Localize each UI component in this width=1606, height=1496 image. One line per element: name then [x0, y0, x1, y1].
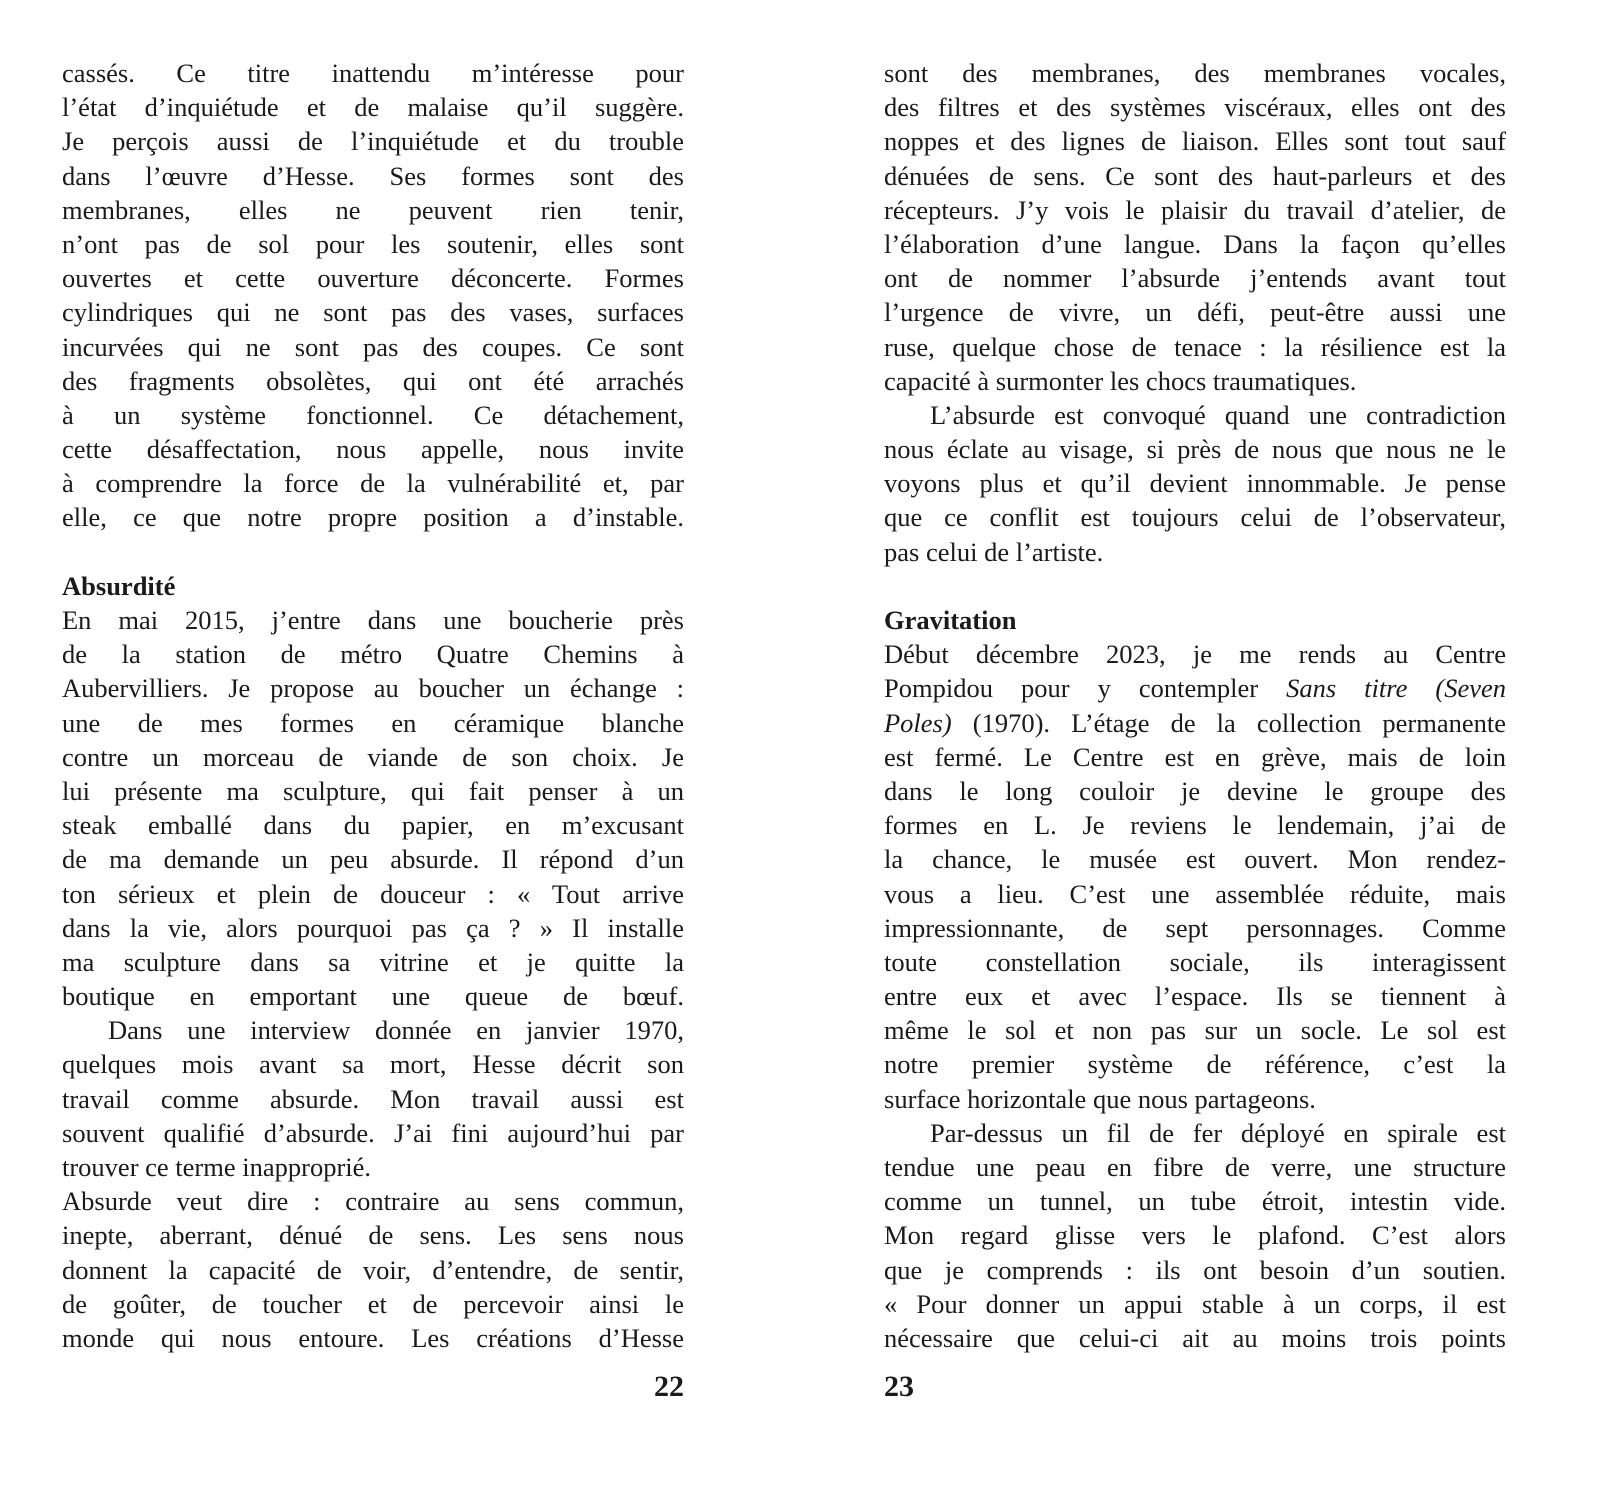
text-line: une de mes formes en céramique blanche	[62, 707, 684, 738]
text-line: pas celui de l’artiste.	[884, 536, 1104, 567]
text-line: cassés. Ce titre inattendu m’intéresse pour	[62, 58, 684, 88]
text-line: cylindriques qui ne sont pas des vases, surfaces	[62, 297, 684, 328]
page-number-left: 22	[654, 1370, 684, 1403]
text-segment: (1970). L’étage de la collection permanente	[951, 707, 1506, 738]
text-line: vous a lieu. C’est une assemblée réduite, mais	[884, 878, 1506, 909]
text-line: ont de nommer l’absurde j’entends avant tout	[884, 263, 1506, 294]
blank-line	[62, 535, 684, 569]
text-line: ruse, quelque chose de tenace : la résilience est la	[884, 331, 1506, 362]
text-line: boutique en emportant une queue de bœuf.	[62, 981, 684, 1012]
text-line: elle, ce que notre propre position a d’instable.	[62, 502, 684, 533]
text-line: ma sculpture dans sa vitrine et je quitte la	[62, 946, 684, 977]
text-line: dans la vie, alors pourquoi pas ça ? » Il installe	[62, 912, 684, 943]
text-line: steak emballé dans du papier, en m’excusant	[62, 810, 684, 841]
text-line: incurvées qui ne sont pas des coupes. Ce sont	[62, 331, 684, 362]
text-line: Début décembre 2023, je me rends au Centre	[884, 639, 1506, 670]
text-line: voyons plus et qu’il devient innommable. Je pense	[884, 468, 1506, 499]
text-line: la chance, le musée est ouvert. Mon rendez-	[884, 844, 1506, 875]
text-line: nous éclate au visage, si près de nous que nous ne le	[884, 434, 1506, 465]
text-line: tendue une peau en fibre de verre, une structure	[884, 1152, 1506, 1182]
text-line: à un système fonctionnel. Ce détachement,	[62, 399, 684, 430]
text-line	[884, 671, 1506, 705]
text-line: entre eux et avec l’espace. Ils se tiennent à	[884, 981, 1506, 1012]
text-line: de la station de métro Quatre Chemins à	[62, 639, 684, 670]
page-number-right: 23	[884, 1370, 914, 1403]
text-line: des fragments obsolètes, qui ont été arrachés	[62, 365, 684, 396]
text-line: impressionnante, de sept personnages. Comme	[884, 912, 1506, 943]
text-line: récepteurs. J’y vois le plaisir du travail d’atelier, de	[884, 194, 1506, 225]
text-line: travail comme absurde. Mon travail aussi est	[62, 1083, 684, 1114]
section-heading: Gravitation	[884, 605, 1017, 635]
text-line: Mon regard glisse vers le plafond. C’est alors	[884, 1220, 1506, 1251]
text-line: sont des membranes, des membranes vocales,	[884, 58, 1506, 88]
text-line: surface horizontale que nous partageons.	[884, 1083, 1316, 1114]
text-line: trouver ce terme inapproprié.	[62, 1152, 372, 1182]
left-page-text	[62, 56, 684, 1355]
text-line: cette désaffectation, nous appelle, nous invite	[62, 434, 684, 465]
text-line: Dans une interview donnée en janvier 1970,	[108, 1015, 684, 1046]
text-line: comme un tunnel, un tube étroit, intestin vide.	[884, 1186, 1506, 1217]
text-segment: Pompidou pour y contempler	[884, 673, 1287, 704]
text-line: contre un morceau de viande de son choix. Je	[62, 741, 684, 772]
text-line: Aubervilliers. Je propose au boucher un échange :	[62, 673, 684, 704]
text-line: dans le long couloir je devine le groupe des	[884, 775, 1506, 806]
text-line: l’urgence de vivre, un défi, peut-être aussi une	[884, 297, 1506, 328]
text-line: capacité à surmonter les chocs traumatiques.	[884, 365, 1357, 396]
text-line: Absurde veut dire : contraire au sens commun,	[62, 1186, 684, 1217]
text-line: que je comprends : ils ont besoin d’un soutien.	[884, 1254, 1506, 1285]
text-line: inepte, aberrant, dénué de sens. Les sens nous	[62, 1220, 684, 1251]
text-line: l’état d’inquiétude et de malaise qu’il suggère.	[62, 92, 684, 123]
text-line: donnent la capacité de voir, d’entendre, de sentir,	[62, 1254, 684, 1285]
text-line: de goûter, de toucher et de percevoir ainsi le	[62, 1288, 684, 1319]
text-line: Par-dessus un fil de fer déployé en spirale est	[930, 1117, 1506, 1148]
text-line: L’absurde est convoqué quand une contradiction	[930, 399, 1506, 430]
text-line: notre premier système de référence, c’est la	[884, 1049, 1506, 1080]
text-line: En mai 2015, j’entre dans une boucherie près	[62, 605, 684, 635]
blank-line	[884, 569, 1506, 603]
right-page-text	[884, 56, 1506, 1355]
text-line: ouvertes et cette ouverture déconcerte. Formes	[62, 263, 684, 294]
text-line: souvent qualifié d’absurde. J’ai fini aujourd’hui par	[62, 1117, 684, 1148]
text-line: nécessaire que celui-ci ait au moins trois points	[884, 1322, 1506, 1353]
text-line: l’élaboration d’une langue. Dans la façon qu’elles	[884, 228, 1506, 259]
text-line: noppes et des lignes de liaison. Elles sont tout sauf	[884, 126, 1506, 157]
text-line: monde qui nous entoure. Les créations d’Hesse	[62, 1322, 684, 1353]
text-line: n’ont pas de sol pour les soutenir, elles sont	[62, 228, 684, 259]
text-line: est fermé. Le Centre est en grève, mais de loin	[884, 741, 1506, 772]
italic-title: Sans titre (Seven	[1286, 673, 1506, 704]
text-line: même le sol et non pas sur un socle. Le sol est	[884, 1015, 1506, 1046]
text-line: dénuées de sens. Ce sont des haut-parleurs et des	[884, 160, 1506, 191]
text-line: quelques mois avant sa mort, Hesse décrit son	[62, 1049, 684, 1080]
text-line: « Pour donner un appui stable à un corps, il est	[884, 1288, 1506, 1319]
text-line: lui présente ma sculpture, qui fait penser à un	[62, 775, 684, 806]
section-heading: Absurdité	[62, 570, 176, 601]
text-line: des filtres et des systèmes viscéraux, elles ont des	[884, 92, 1506, 123]
text-line: Je perçois aussi de l’inquiétude et du trouble	[62, 126, 684, 157]
text-line: à comprendre la force de la vulnérabilité et, par	[62, 468, 684, 499]
text-line: de ma demande un peu absurde. Il répond d’un	[62, 844, 684, 875]
text-line: ton sérieux et plein de douceur : « Tout arrive	[62, 878, 684, 909]
text-line: que ce conflit est toujours celui de l’observateur,	[884, 502, 1506, 533]
text-line	[884, 706, 1506, 740]
italic-title: Poles)	[884, 707, 952, 738]
text-line: dans l’œuvre d’Hesse. Ses formes sont des	[62, 160, 684, 191]
text-line: membranes, elles ne peuvent rien tenir,	[62, 194, 684, 225]
text-line: toute constellation sociale, ils interagissent	[884, 946, 1506, 977]
text-line: formes en L. Je reviens le lendemain, j’ai de	[884, 810, 1506, 841]
